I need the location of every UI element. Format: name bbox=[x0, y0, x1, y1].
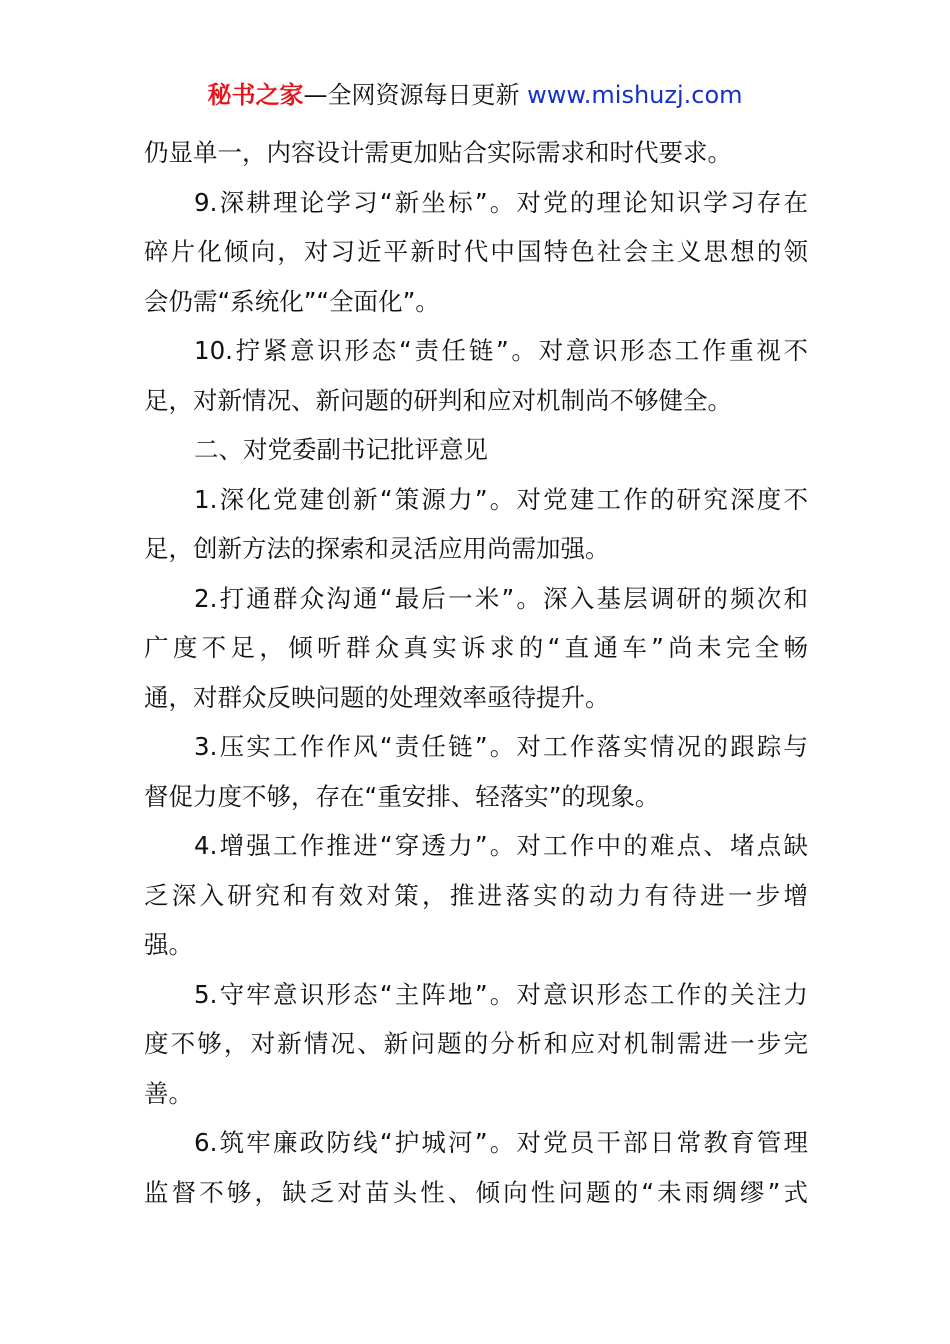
site-url-link[interactable]: www.mishuzj.com bbox=[527, 81, 743, 109]
paragraph-line: 2.打通群众沟通“最后一米”。深入基层调研的频次和 bbox=[194, 583, 808, 613]
document-body bbox=[144, 128, 808, 1217]
paragraph-line: 6.筑牢廉政防线“护城河”。对党员干部日常教育管理 bbox=[194, 1128, 808, 1157]
site-header bbox=[0, 78, 950, 112]
paragraph-line: 1.深化党建创新“策源力”。对党建工作的研究深度不 bbox=[194, 484, 808, 514]
paragraph-line: 仍显单一，内容设计需更加贴合实际需求和时代要求。 bbox=[144, 138, 732, 167]
site-brand: 秘书之家 bbox=[207, 81, 304, 109]
paragraph-line: 督促力度不够，存在“重安排、轻落实”的现象。 bbox=[144, 781, 660, 811]
paragraph-line: 碎片化倾向，对习近平新时代中国特色社会主义思想的领 bbox=[144, 237, 808, 266]
section-heading: 二、对党委副书记批评意见 bbox=[194, 435, 488, 464]
paragraph-line: 监督不够，缺乏对苗头性、倾向性问题的“未雨绸缪”式 bbox=[144, 1177, 808, 1207]
paragraph-line: 善。 bbox=[144, 1078, 193, 1108]
paragraph-line: 广度不足，倾听群众真实诉求的“直通车”尚未完全畅 bbox=[144, 633, 808, 662]
paragraph-line: 5.守牢意识形态“主阵地”。对意识形态工作的关注力 bbox=[194, 979, 808, 1009]
paragraph-line: 通，对群众反映问题的处理效率亟待提升。 bbox=[144, 682, 610, 712]
paragraph-line: 10.拧紧意识形态“责任链”。对意识形态工作重视不 bbox=[194, 336, 808, 365]
paragraph-line: 足，对新情况、新问题的研判和应对机制尚不够健全。 bbox=[144, 385, 732, 415]
paragraph-line: 3.压实工作作风“责任链”。对工作落实情况的跟踪与 bbox=[194, 732, 808, 761]
paragraph-line: 乏深入研究和有效对策，推进落实的动力有待进一步增 bbox=[144, 880, 808, 910]
paragraph-line: 足，创新方法的探索和灵活应用尚需加强。 bbox=[144, 534, 610, 563]
paragraph-line: 度不够，对新情况、新问题的分析和应对机制需进一步完 bbox=[144, 1029, 808, 1058]
site-tagline: —全网资源每日更新 bbox=[303, 81, 520, 109]
paragraph-line: 会仍需“系统化”“全面化”。 bbox=[144, 286, 440, 316]
paragraph-line: 强。 bbox=[144, 930, 193, 959]
paragraph-line: 4.增强工作推进“穿透力”。对工作中的难点、堵点缺 bbox=[194, 831, 808, 860]
paragraph-line: 9.深耕理论学习“新坐标”。对党的理论知识学习存在 bbox=[194, 187, 808, 217]
